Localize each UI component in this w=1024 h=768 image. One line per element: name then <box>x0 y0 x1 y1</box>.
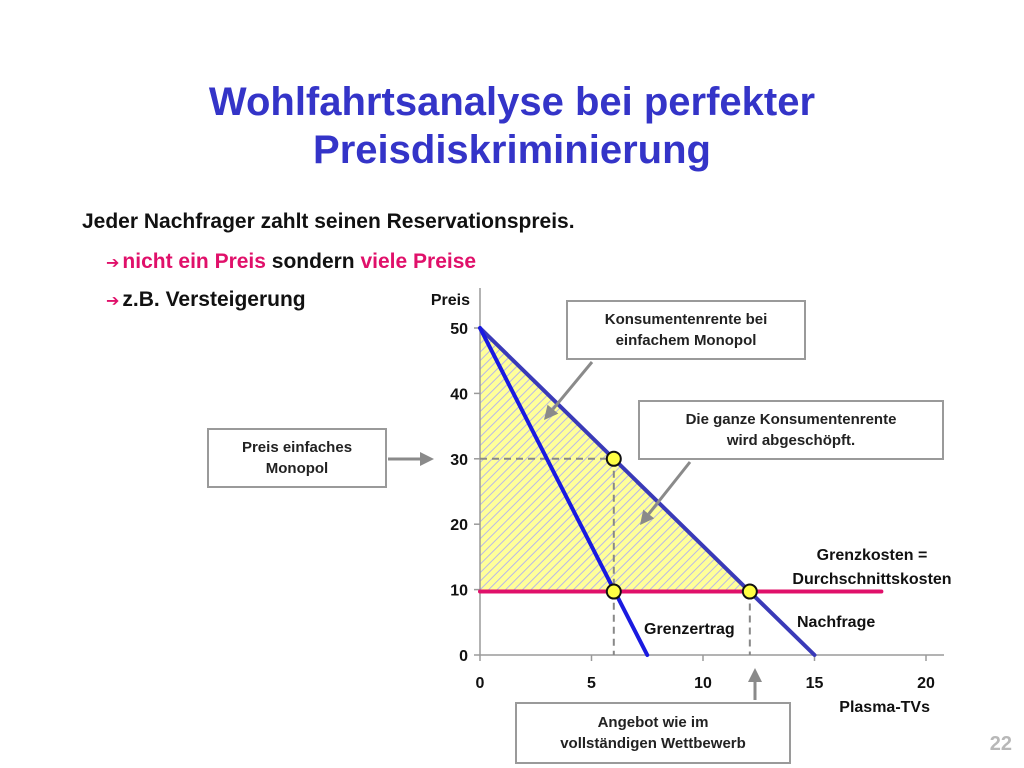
equilibrium-point <box>607 585 621 599</box>
callout-ganze-konsumentenrente <box>638 400 944 460</box>
arrow-right-icon: ➔ <box>106 255 120 272</box>
arrow-konsumentenrente-shaft <box>553 362 592 409</box>
y-axis-label: Preis <box>430 292 470 309</box>
title-line-1: Wohlfahrtsanalyse bei perfekter <box>208 80 816 124</box>
marginal-cost-label-line-1: Grenzkosten = <box>816 547 928 564</box>
x-tick-label: 0 <box>475 675 485 692</box>
title-line-2: Preisdiskriminierung <box>313 128 711 172</box>
equilibrium-point <box>607 452 621 466</box>
arrow-angebot-wettbewerb <box>748 668 762 700</box>
callout-ganze-line-1: Die ganze Konsumentenrente <box>685 411 897 428</box>
x-tick-label: 20 <box>917 675 935 692</box>
arrow-right-icon: ➔ <box>106 293 120 310</box>
demand-label: Nachfrage <box>797 614 876 631</box>
callout-preis-line-2: Monopol <box>265 460 329 477</box>
x-tick-label: 5 <box>587 675 596 692</box>
y-tick-label: 40 <box>450 386 468 404</box>
sub-bullet-1-part-a: nicht ein Preis <box>122 250 266 273</box>
arrow-preis-einfaches-monopol-head <box>420 452 434 466</box>
page-number: 22 <box>989 733 1012 755</box>
x-axis-label: Plasma-TVs <box>839 699 930 716</box>
x-tick-label: 15 <box>805 675 824 692</box>
marginal-revenue-label: Grenzertrag <box>644 621 735 638</box>
equilibrium-point <box>743 585 757 599</box>
arrow-preis-einfaches-monopol <box>388 452 434 466</box>
bullet-text: Jeder Nachfrager zahlt seinen Reservationspreis. <box>82 210 575 233</box>
y-tick-label: 10 <box>450 582 468 600</box>
x-tick-label: 10 <box>694 675 712 692</box>
y-tick-label: 50 <box>450 321 468 338</box>
callout-angebot-wettbewerb <box>515 702 791 764</box>
y-tick-label: 20 <box>450 517 468 535</box>
arrow-angebot-wettbewerb-head <box>748 668 762 682</box>
arrow-ganze-konsumentenrente-shaft <box>649 462 690 514</box>
callout-konsumentenrente-line-1: Konsumentenrente bei <box>604 311 768 328</box>
callout-ganze-line-2: wird abgeschöpft. <box>726 432 856 449</box>
callout-angebot-line-1: Angebot wie im <box>597 714 709 731</box>
sub-bullet-1-part-c: viele Preise <box>360 250 477 273</box>
callout-preis-einfaches-monopol <box>207 428 387 488</box>
sub-bullet-2-text: z.B. Versteigerung <box>122 288 306 311</box>
sub-bullet-1-part-b: sondern <box>265 250 361 273</box>
callout-konsumentenrente-line-2: einfachem Monopol <box>615 332 757 349</box>
y-tick-label: 0 <box>459 648 468 665</box>
callout-preis-line-1: Preis einfaches <box>241 439 353 456</box>
marginal-cost-label-line-2: Durchschnittskosten <box>792 571 952 588</box>
y-tick-label: 30 <box>450 451 468 469</box>
callout-angebot-line-2: vollständigen Wettbewerb <box>560 735 746 752</box>
callout-konsumentenrente <box>566 300 806 360</box>
